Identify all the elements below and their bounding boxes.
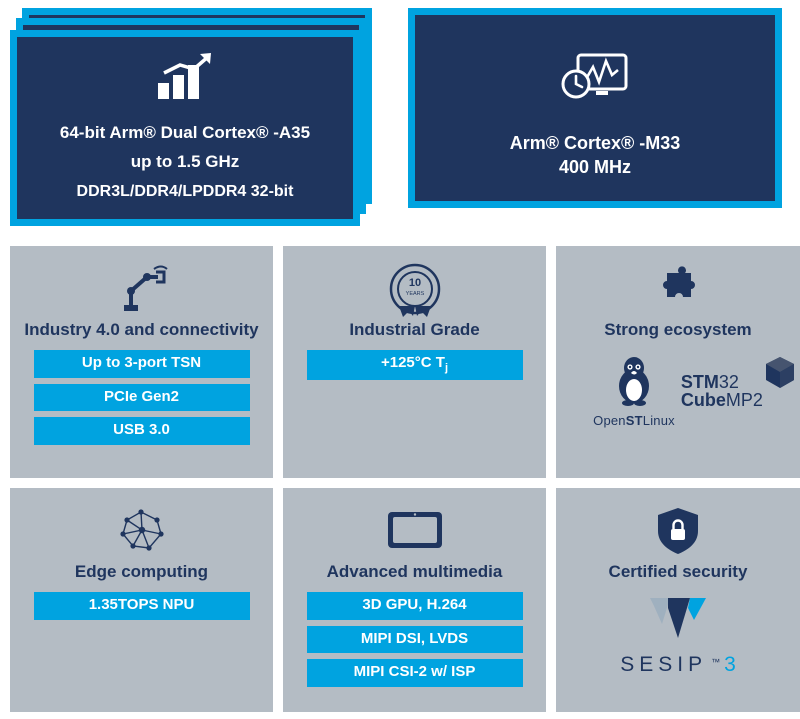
- feature-chip: 3D GPU, H.264: [307, 592, 523, 620]
- feature-cell-industry40: [10, 246, 273, 478]
- feature-grid: [10, 246, 790, 712]
- feature-chip-list: [293, 592, 536, 687]
- neural-network-brain-icon: [111, 500, 173, 562]
- stm32cube-line2: CubeMP2: [680, 390, 763, 411]
- cube-icon: [763, 355, 797, 396]
- feature-title: Edge computing: [74, 562, 209, 581]
- stm32cubemp2-logo: [681, 373, 763, 411]
- feature-chip: +125°C $T_j$: [307, 350, 523, 380]
- feature-title: Industry 4.0 and connectivity: [24, 320, 259, 339]
- feature-chip: USB 3.0: [34, 417, 250, 445]
- feature-chip: MIPI CSI-2 w/ ISP: [307, 659, 523, 687]
- cpu-memory: DDR3L/DDR4/LPDDR4 32-bit: [76, 182, 294, 200]
- feature-title: Certified security: [608, 562, 748, 581]
- cpu-card-inner: [17, 37, 353, 219]
- 10-years-longevity-badge-icon: [385, 258, 445, 320]
- mcu-card-inner: [415, 15, 775, 201]
- cpu-speed: up to 1.5 GHz: [130, 152, 240, 172]
- openstlinux-label: OpenSTLinux: [593, 413, 675, 429]
- feature-chip: Up to 3-port TSN: [34, 350, 250, 378]
- stm32cube-line1: STM32: [680, 371, 739, 392]
- top-row: [10, 8, 790, 230]
- sesip-chevron-icon: [646, 594, 710, 647]
- growth-chart-icon: [154, 51, 216, 108]
- feature-cell-edge-computing: [10, 488, 273, 712]
- sesip-word: SESIP: [620, 653, 708, 677]
- feature-title: Industrial Grade: [349, 320, 480, 339]
- mcu-title: Arm® Cortex® -M33: [509, 133, 681, 154]
- feature-cell-industrial-grade: [283, 246, 546, 478]
- feature-chip-list: [20, 350, 263, 445]
- svg-text:YEARS: YEARS: [405, 291, 424, 297]
- feature-cell-multimedia: [283, 488, 546, 712]
- feature-chip: PCIe Gen2: [34, 384, 250, 412]
- cpu-title: 64-bit Arm® Dual Cortex® -A35: [59, 123, 311, 142]
- tablet-display-icon: [384, 500, 446, 562]
- tux-penguin-icon: [611, 354, 657, 411]
- sesip-level: 3: [724, 653, 736, 677]
- shield-lock-icon: [655, 500, 701, 562]
- feature-chip: 1.35TOPS NPU: [34, 592, 250, 620]
- feature-chip: MIPI DSI, LVDS: [307, 626, 523, 654]
- feature-title: Strong ecosystem: [604, 320, 752, 339]
- mcu-speed: 400 MHz: [558, 156, 632, 177]
- mcu-card: [408, 8, 782, 208]
- openstlinux-logo: [593, 354, 675, 428]
- cpu-card: [10, 30, 360, 226]
- puzzle-piece-icon: [653, 258, 703, 320]
- ecosystem-logos: [593, 354, 763, 428]
- feature-cell-ecosystem: [556, 246, 800, 478]
- cpu-card-stack: [10, 8, 394, 230]
- monitor-waveform-clock-icon: [560, 51, 630, 112]
- feature-cell-security: [556, 488, 800, 712]
- svg-text:10: 10: [408, 277, 421, 289]
- feature-chip-list: [293, 350, 536, 380]
- sesip-logo: [620, 653, 736, 677]
- sesip-trademark: ™: [711, 657, 721, 668]
- feature-chip-list: [20, 592, 263, 620]
- feature-title: Advanced multimedia: [326, 562, 503, 581]
- robot-arm-icon: [114, 258, 170, 320]
